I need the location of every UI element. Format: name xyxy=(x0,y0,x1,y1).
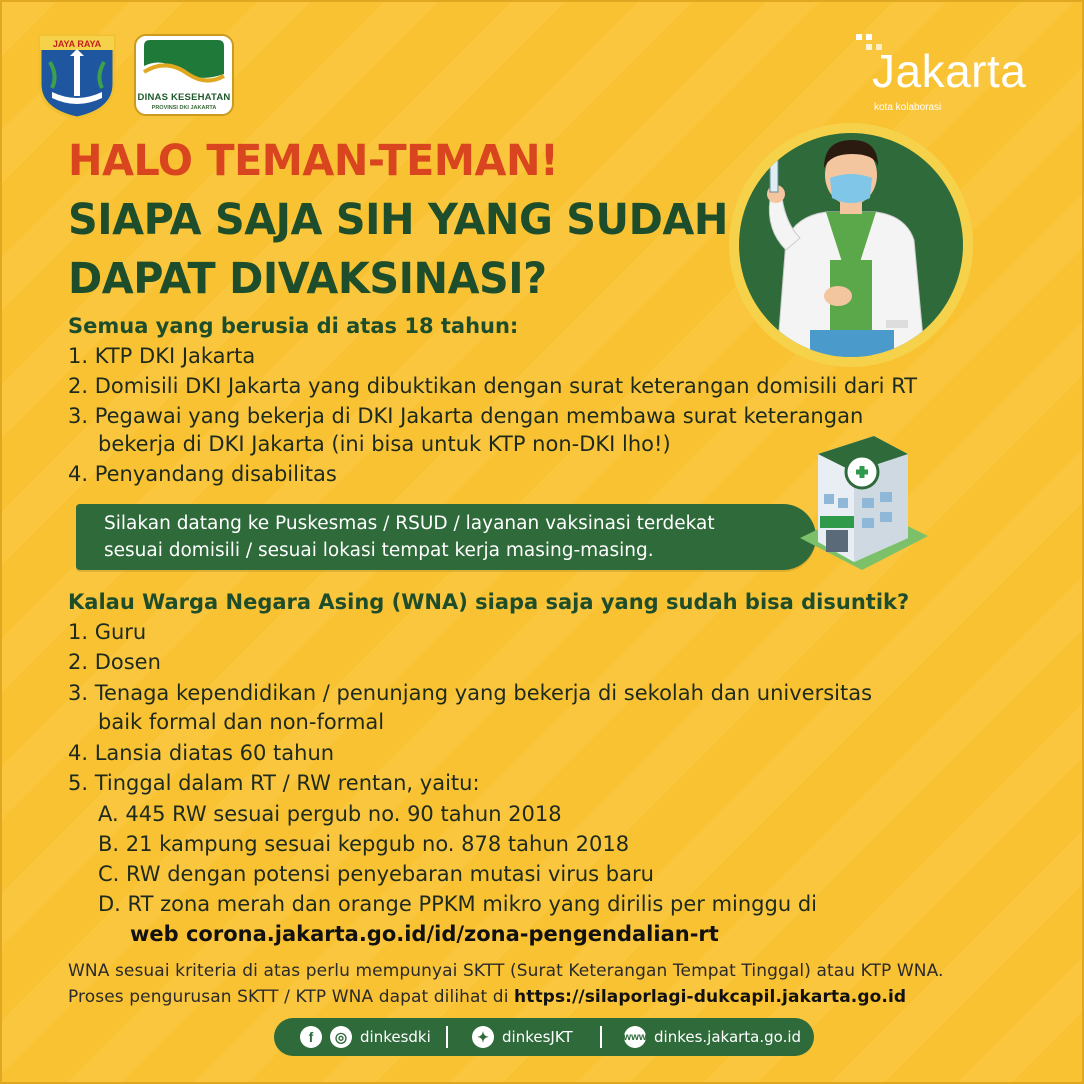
list-item: 2. Domisili DKI Jakarta yang dibuktikan dengan surat keterangan domisili dari RT xyxy=(68,374,918,398)
headline-greeting: HALO TEMAN-TEMAN! xyxy=(68,136,559,186)
dinkes-logo xyxy=(134,34,234,116)
list-item: 5. Tinggal dalam RT / RW rentan, yaitu: xyxy=(68,771,480,795)
jakarta-wordmark: Jakarta xyxy=(872,45,1027,97)
list-item-continuation: bekerja di DKI Jakarta (ini bisa untuk KTP non-DKI lho!) xyxy=(98,432,671,456)
section1-heading: Semua yang berusia di atas 18 tahun: xyxy=(68,314,519,338)
list-item-continuation: baik formal dan non-formal xyxy=(98,710,385,734)
twitter-icon: ✦ xyxy=(472,1026,494,1048)
list-item: 1. Guru xyxy=(68,620,147,644)
zona-link[interactable]: web corona.jakarta.go.id/id/zona-pengendalian-rt xyxy=(130,922,719,946)
social-facebook-instagram[interactable] xyxy=(300,1018,431,1056)
headline-question-line2: DAPAT DIVAKSINASI? xyxy=(68,254,547,304)
note-line1: WNA sesuai kriteria di atas perlu mempunyai SKTT (Surat Keterangan Tempat Tinggal) atau KTP WNA. xyxy=(68,961,944,981)
svg-text:JAYA RAYA: JAYA RAYA xyxy=(52,39,102,49)
list-item: 1. KTP DKI Jakarta xyxy=(68,344,256,368)
list-item: 3. Pegawai yang bekerja di DKI Jakarta dengan membawa surat keterangan xyxy=(68,404,864,428)
note-line2-text: Proses pengurusan SKTT / KTP WNA dapat dilihat di xyxy=(68,987,515,1007)
headline-question-line1: SIAPA SAJA SIH YANG SUDAH xyxy=(68,195,728,245)
list-item: 3. Tenaga kependidikan / penunjang yang bekerja di sekolah dan universitas xyxy=(68,681,873,705)
list-item: 2. Dosen xyxy=(68,650,161,674)
social-footer xyxy=(274,1018,814,1056)
social-website[interactable] xyxy=(624,1018,801,1056)
hospital-illustration xyxy=(796,434,931,574)
footer-divider xyxy=(446,1026,448,1048)
info-banner xyxy=(76,504,816,570)
jaya-raya-emblem xyxy=(34,32,120,120)
sub-list-item: D. RT zona merah dan orange PPKM mikro yang dirilis per minggu di xyxy=(98,892,817,916)
jakarta-logo xyxy=(854,30,1064,122)
dukcapil-link[interactable]: https://silaporlagi-dukcapil.jakarta.go.id xyxy=(514,987,907,1007)
instagram-icon: ◎ xyxy=(330,1026,352,1048)
website-url: dinkes.jakarta.go.id xyxy=(654,1028,802,1046)
banner-line2: sesuai domisili / sesuai lokasi tempat kerja masing-masing. xyxy=(104,540,654,561)
social-twitter[interactable] xyxy=(472,1018,573,1056)
facebook-icon: f xyxy=(300,1026,322,1048)
jakarta-tagline: kota kolaborasi xyxy=(874,102,942,113)
banner-line1: Silakan datang ke Puskesmas / RSUD / layanan vaksinasi terdekat xyxy=(104,513,715,534)
globe-icon: www xyxy=(624,1026,646,1048)
dinkes-name: DINAS KESEHATAN xyxy=(137,92,231,103)
list-item: 4. Penyandang disabilitas xyxy=(68,462,337,486)
sub-list-item: B. 21 kampung sesuai kepgub no. 878 tahun 2018 xyxy=(98,832,630,856)
note-line2 xyxy=(68,987,906,1007)
section2-heading: Kalau Warga Negara Asing (WNA) siapa saja yang sudah bisa disuntik? xyxy=(68,590,910,614)
social-handle-dinkesjkt: dinkesJKT xyxy=(502,1028,573,1046)
doctor-illustration xyxy=(726,120,976,370)
dinkes-province: PROVINSI DKI JAKARTA xyxy=(151,105,217,111)
social-handle-dinkesdki: dinkesdki xyxy=(360,1028,431,1046)
footer-divider xyxy=(600,1026,602,1048)
list-item: 4. Lansia diatas 60 tahun xyxy=(68,741,335,765)
sub-list-item: C. RW dengan potensi penyebaran mutasi virus baru xyxy=(98,862,654,886)
sub-list-item: A. 445 RW sesuai pergub no. 90 tahun 2018 xyxy=(98,802,562,826)
